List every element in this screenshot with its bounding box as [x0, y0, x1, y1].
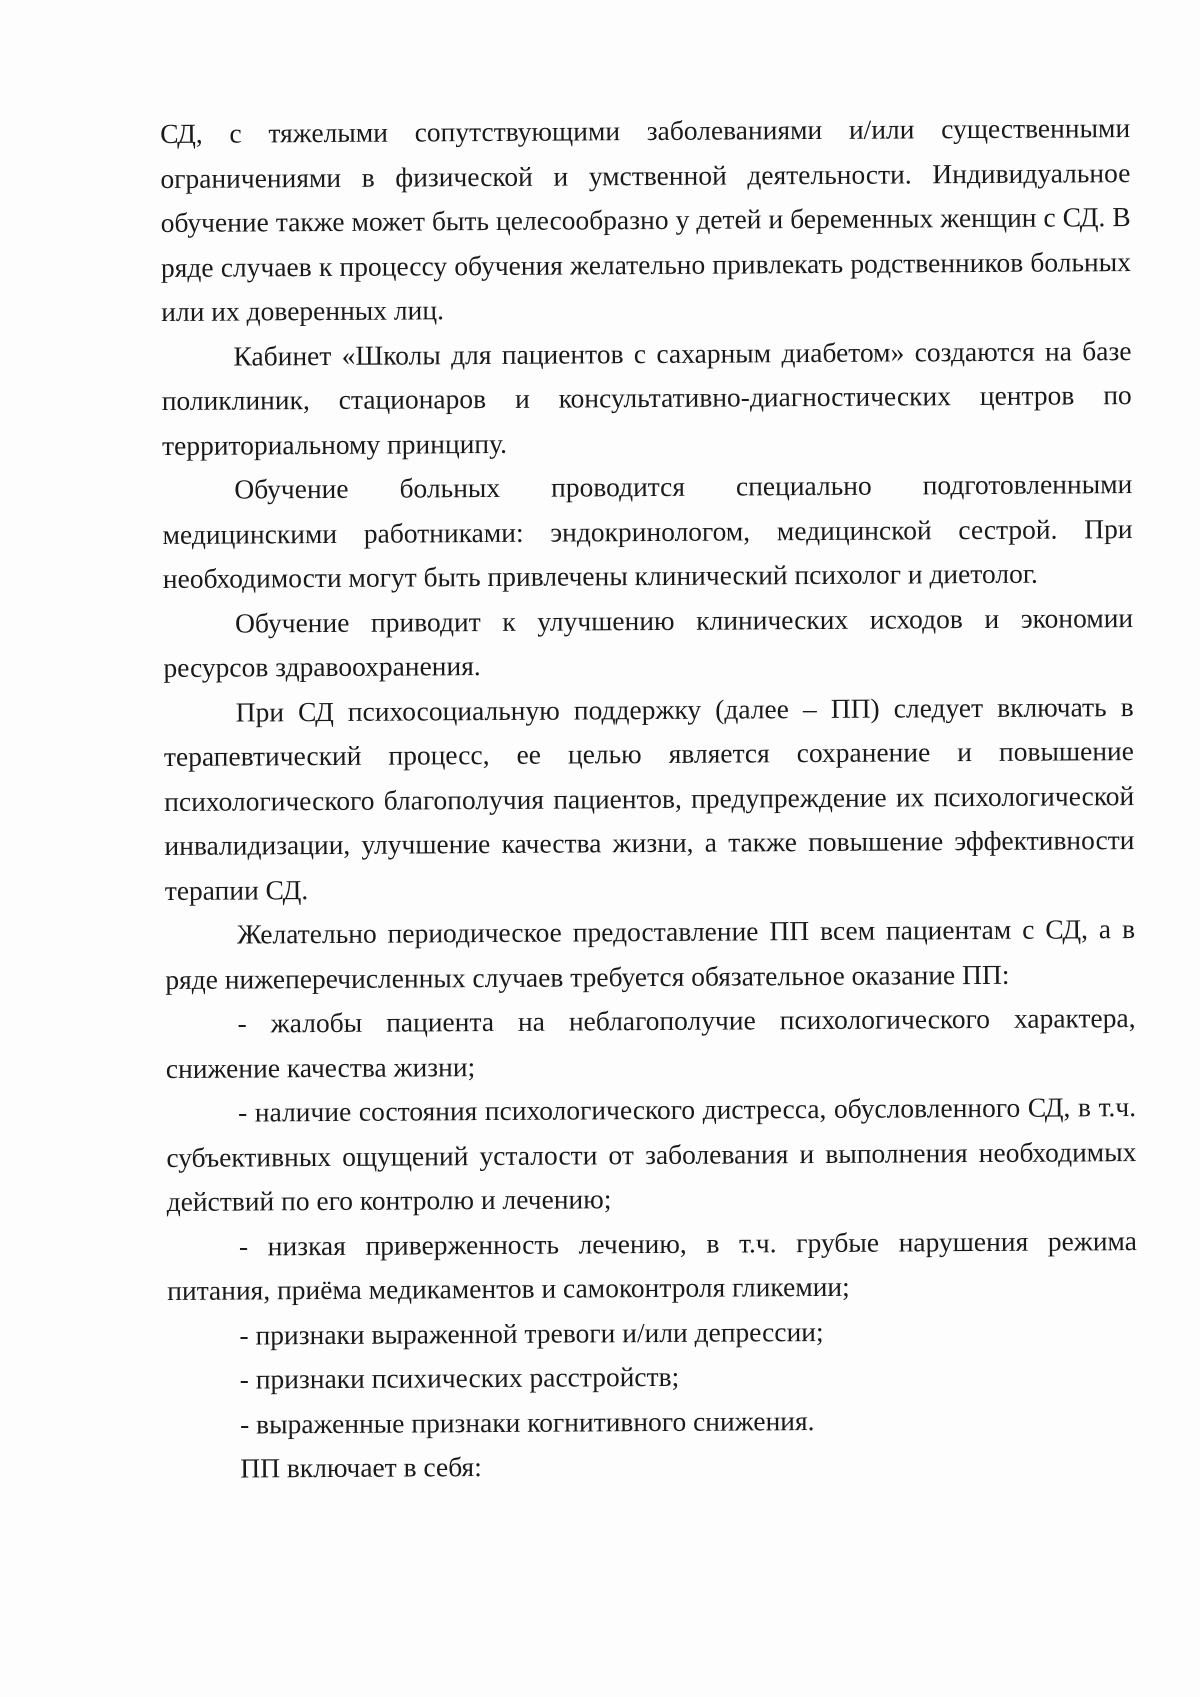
paragraph-support-cases: Желательно периодическое предоставление ПП всем пациентам с СД, а в ряде нижеперечисленных случаев требуется обязательное оказание ПП: [165, 913, 1136, 995]
paragraph-training-staff: Обучение больных проводится специально подготовленными медицинскими работниками: эндокринологом, медицинской сестрой. При необходимости могут быть привлечены клинический психолог и диетолог. [162, 468, 1133, 594]
list-item-mental-disorders: - признаки психических расстройств; [239, 1360, 680, 1395]
list-item-cognitive-decline: - выраженные признаки когнитивного снижения. [239, 1404, 815, 1440]
list-item-complaints: - жалобы пациента на неблагополучие психологического характера, снижение качества жизни; [165, 1002, 1136, 1084]
list-item-adherence: - низкая приверженность лечению, в т.ч. грубые нарушения режима питания, приёма медикаментов и самоконтроля гликемии; [167, 1224, 1138, 1306]
paragraph-psychosocial-support: При СД психосоциальную поддержку (далее – ПП) следует включать в терапевтический процесс, ее целью является сохранение и повышение психологического благополучия пациентов, предупреждение их психологической инвалидизации, улучшение качества жизни, а также повышение эффективности терапии СД. [163, 690, 1135, 906]
paragraph-support-includes: ПП включает в себя: [240, 1451, 482, 1484]
list-item-anxiety: - признаки выраженной тревоги и/или депрессии; [239, 1315, 824, 1351]
document-body [160, 106, 1138, 1491]
paragraph-school-cabinet: Кабинет «Школы для пациентов с сахарным диабетом» создаются на базе поликлиник, стационаров и консультативно-диагностических центров по территориальному принципу. [161, 334, 1132, 461]
paragraph-training-outcomes: Обучение приводит к улучшению клинических исходов и экономии ресурсов здравоохранения. [163, 601, 1134, 683]
list-item-distress: - наличие состояния психологического дистресса, обусловленного СД, в т.ч. субъективных ощущений усталости от заболевания и выполнения необходимых действий по его контролю и лечению; [166, 1091, 1137, 1217]
paragraph-continuation: СД, с тяжелыми сопутствующими заболеваниями и/или существенными ограничениями в физической и умственной деятельности. Индивидуальное обучение также может быть целесообразно у детей и беременных женщин с СД. В ряде случаев к процессу обучения желательно привлекать родственников больных или их доверенных лиц. [160, 112, 1132, 327]
